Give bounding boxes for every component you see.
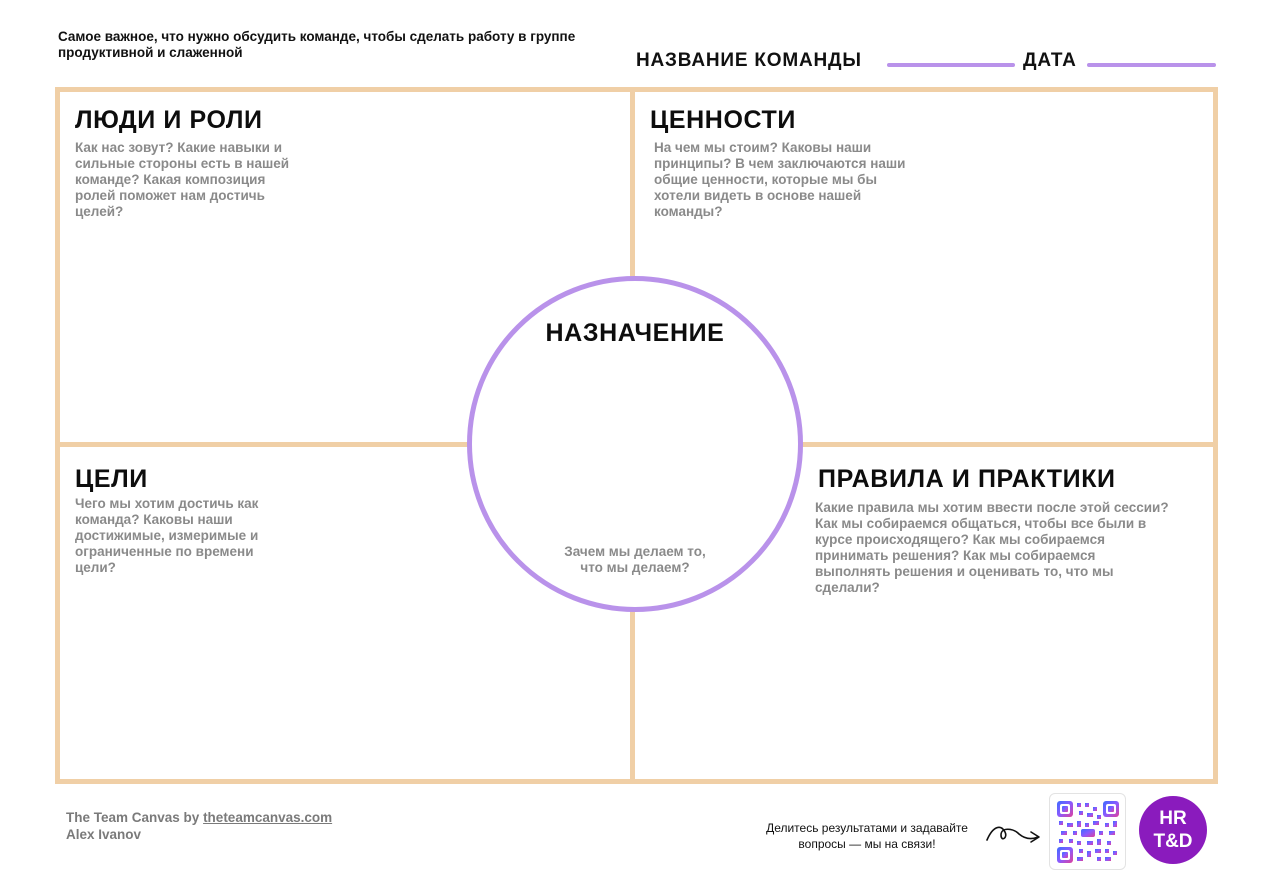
qr-code-icon [1057,801,1119,863]
text-line: команды? [654,204,723,219]
text-line: курсе происходящего? Как мы собираемся [815,532,1106,547]
text-line: Чего мы хотим достичь как [75,496,259,511]
text-line: достижимые, измеримые и [75,528,259,543]
share-line: вопросы — мы на связи! [798,837,936,851]
team-name-line[interactable] [887,63,1015,67]
logo-text: T&D [1153,831,1193,852]
text-line: сделали? [815,580,880,595]
section-title: ЛЮДИ И РОЛИ [75,106,263,134]
credit-link[interactable]: theteamcanvas.com [203,810,333,825]
section-title: ПРАВИЛА И ПРАКТИКИ [818,465,1116,493]
section-purpose[interactable] [467,276,803,612]
credit-prefix: The Team Canvas by [66,810,204,825]
text-line: принципы? В чем заключаются наши [654,156,906,171]
section-title: ЦЕННОСТИ [650,106,796,134]
text-line: цели? [75,560,116,575]
team-name-label: НАЗВАНИЕ КОМАНДЫ [636,50,862,71]
hr-td-logo [1139,796,1207,864]
section-text [815,500,1169,596]
text-line: Зачем мы делаем то, [564,544,706,559]
credit-line [66,809,332,826]
logo-text: HR [1159,808,1187,829]
text-line: что мы делаем? [580,560,690,575]
share-line: Делитесь результатами и задавайте [766,821,968,835]
text-line: целей? [75,204,124,219]
text-line: Как мы собираемся общаться, чтобы все были в [815,516,1147,531]
footer-credit [66,809,332,843]
share-text [752,820,982,852]
text-line: общие ценности, которые мы бы [654,172,877,187]
section-text [75,140,289,220]
section-title: ЦЕЛИ [75,465,148,493]
intro-text [58,29,638,61]
text-line: ролей поможет нам достичь [75,188,265,203]
date-label: ДАТА [1023,50,1077,71]
text-line: Как нас зовут? Какие навыки и [75,140,283,155]
text-line: выполнять решения и оценивать то, что мы [815,564,1114,579]
text-line: хотели видеть в основе нашей [654,188,862,203]
text-line: ограниченные по времени [75,544,254,559]
section-text [654,140,905,220]
author-name: Alex Ivanov [66,827,142,842]
text-line: сильные стороны есть в нашей [75,156,290,171]
text-line: команде? Какая композиция [75,172,266,187]
squiggle-arrow-icon [985,818,1043,848]
text-line: команда? Каковы наши [75,512,233,527]
text-line: Какие правила мы хотим ввести после этой сессии? [815,500,1169,515]
section-text [75,496,258,576]
section-title: НАЗНАЧЕНИЕ [545,319,725,347]
section-text [472,544,798,576]
intro-line: Самое важное, что нужно обсудить команде, чтобы сделать работу в группе [58,29,576,44]
text-line: принимать решения? Как мы собираемся [815,548,1096,563]
intro-line: продуктивной и слаженной [58,45,243,60]
date-line[interactable] [1087,63,1216,67]
text-line: На чем мы стоим? Каковы наши [654,140,872,155]
qr-code[interactable] [1049,793,1126,870]
